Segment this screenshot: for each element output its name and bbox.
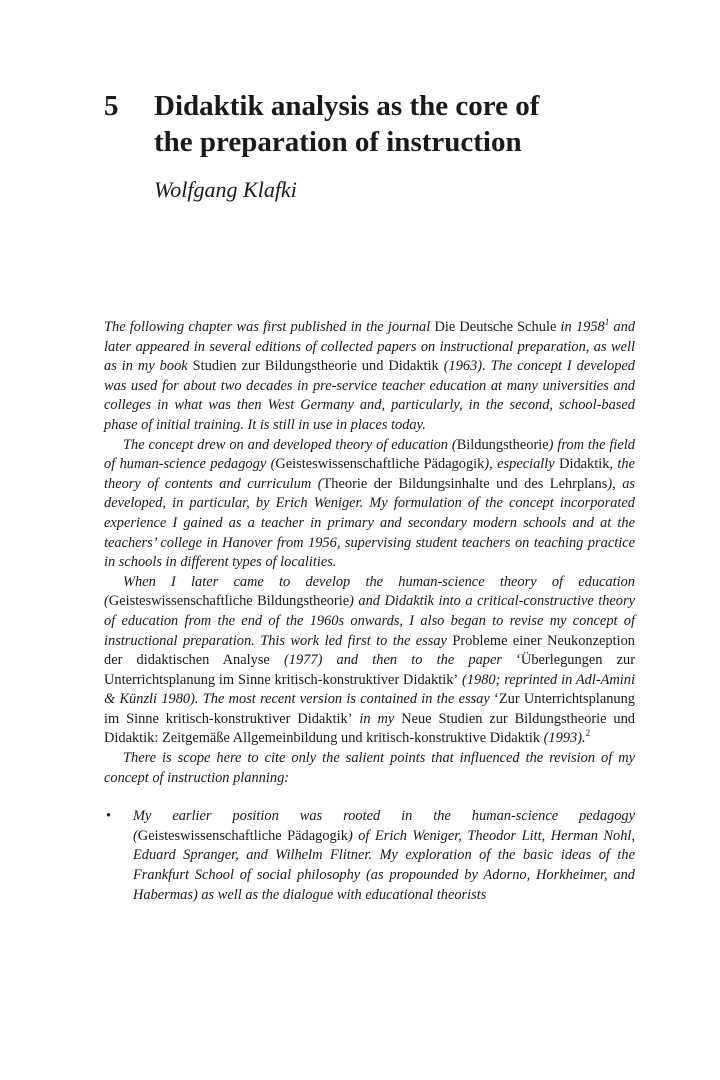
journal-title: Die Deutsche Schule bbox=[434, 319, 557, 335]
p2-text-1: The concept drew on and developed theory of education ( bbox=[123, 436, 457, 453]
bullet-text-2: ) of Erich Weniger, Theodor Litt, Herman Nohl, Eduard Spranger, and Wilhelm Flitner. My exploration of the basic ideas of the Frankfurt School of social philosophy (as propounded by Adorno, Horkheimer, and Habermas) as well as the dialogue with educational theorists bbox=[133, 827, 636, 903]
chapter-author: Wolfgang Klafki bbox=[154, 177, 297, 202]
p2-text-5: ), as developed, in particular, by Erich Weniger. My formulation of the concept incorporated experience I gained as a teacher in primary and secondary modern schools and at the teachers’ college in Hanover from 1956, supervising student teachers on teaching practice in schools in different types of localities. bbox=[104, 475, 635, 571]
term-geisteswissenschaftliche-bildungstheorie: Geisteswissenschaftliche Bildungstheorie bbox=[108, 593, 350, 610]
p3-text-1: When I later came to develop the human-science theory of education ( bbox=[104, 573, 635, 610]
book-title-1993: Neue Studien zur Bildungstheorie und Didaktik: Zeitgemäße Allgemeinbildung und kritisch-konstruktive Didaktik bbox=[104, 710, 635, 747]
p2-text-2: ) from the field of human-science pedagogy ( bbox=[104, 436, 635, 473]
essay-title-1977: Probleme einer Neukonzeption der didaktischen Analyse bbox=[104, 632, 635, 669]
paragraph-2 bbox=[104, 436, 635, 573]
term-geisteswissenschaftliche-paedagogik: Geisteswissenschaftliche Pädagogik bbox=[275, 456, 485, 473]
footnote-marker-2[interactable]: 2 bbox=[585, 728, 591, 739]
chapter-title bbox=[154, 88, 634, 160]
p1-text-3: and later appeared in several editions of collected papers on instructional preparation, as well as in my book bbox=[104, 319, 636, 375]
p1-text-4: (1963). The concept I developed was used for about two decades in pre-service teacher education at many universities and colleges in what was then West Germany and, particularly, in the second, school-based phase of initial training. It is still in use in places today. bbox=[104, 358, 635, 433]
chapter-body bbox=[104, 318, 635, 905]
term-geisteswissenschaftliche-paedagogik-2: Geisteswissenschaftliche Pädagogik bbox=[137, 827, 348, 844]
p3-text-5: in my bbox=[352, 710, 402, 727]
chapter-number: 5 bbox=[104, 90, 119, 122]
p3-text-6: (1993). bbox=[540, 730, 586, 747]
bullet-text-1: My earlier position was rooted in the human-science pedagogy ( bbox=[133, 808, 635, 844]
bullet-icon: • bbox=[106, 808, 112, 825]
chapter-title-line-1: Didaktik analysis as the core of bbox=[154, 90, 540, 122]
essay-title-recent: ‘Zur Unterrichtsplanung im Sinne kritisch-konstruktiver Didaktik’ bbox=[104, 691, 635, 727]
chapter-title-line-2: the preparation of instruction bbox=[154, 126, 522, 158]
p2-text-4: , the theory of contents and curriculum ( bbox=[104, 456, 635, 492]
footnote-marker-1[interactable]: 1 bbox=[604, 317, 610, 328]
paragraph-4 bbox=[104, 749, 635, 788]
p3-text-4: (1980; reprinted in Adl-Amini & Künzli 1980). The most recent version is contained in the essay bbox=[104, 671, 635, 708]
p2-text-3: ), especially bbox=[484, 456, 560, 473]
book-title: Studien zur Bildungstheorie und Didaktik bbox=[192, 358, 439, 375]
p3-text-2: ) and Didaktik into a critical-constructive theory of education from the end of the 1960s onwards, I also began to revise my concept of instructional preparation. This work led first to the essay bbox=[104, 593, 635, 649]
term-didaktik: Didaktik bbox=[559, 456, 610, 473]
p4-text-1: There is scope here to cite only the salient points that influenced the revision of my concept of instruction planning: bbox=[104, 750, 635, 786]
p1-text-2: in 1958 bbox=[556, 319, 605, 335]
p1-text-1: The following chapter was first published in the journal bbox=[104, 319, 435, 335]
term-theorie-der-bildungsinhalte: Theorie der Bildungsinhalte und des Lehrplans bbox=[322, 475, 608, 492]
intro-paragraph bbox=[104, 318, 635, 436]
paper-title-1980: ‘Überlegungen zur Unterrichtsplanung im Sinne kritisch-konstruktiver Didaktik’ bbox=[104, 652, 635, 688]
paragraph-3 bbox=[104, 573, 635, 749]
term-bildungstheorie: Bildungstheorie bbox=[456, 436, 549, 453]
bullet-item bbox=[104, 807, 635, 905]
p3-text-3: (1977) and then to the paper bbox=[269, 652, 517, 669]
